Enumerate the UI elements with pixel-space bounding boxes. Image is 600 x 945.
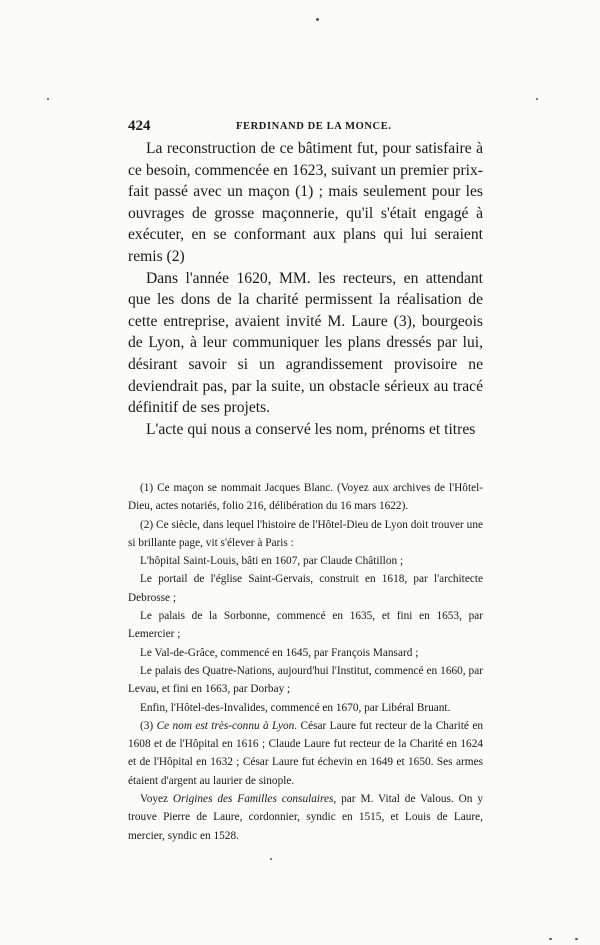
footnote-item: Le Val-de-Grâce, commencé en 1645, par François Mansard ;: [140, 646, 419, 659]
paper-speck: [270, 858, 272, 860]
footnote-2: (2) Ce siècle, dans lequel l'histoire de l'Hôtel-Dieu de Lyon doit trouver une si brillante page, vit s'élever à Paris :: [128, 518, 483, 549]
footnote-item: Le palais de la Sorbonne, commencé en 1635, et fini en 1653, par Lemercier ;: [128, 610, 483, 641]
footnote-item: Le palais des Quatre-Nations, aujourd'hui l'Institut, commencé en 1660, par Levau, et fini en 1663, par Dorbay ;: [128, 664, 483, 696]
main-text: [128, 138, 483, 440]
page-header: [128, 118, 483, 138]
paper-speck: [575, 938, 578, 940]
paper-speck: [536, 98, 538, 100]
footnote-3-italic: Ce nom est très-connu à Lyon.: [156, 719, 298, 732]
footnote-3-text: César Laure fut recteur de la Charité en 1608 et de l'Hôpital en 1616 ; Claude Laure fut recteur de la Charité en 1624 et de l'Hôpital en 1632 ; César Laure fut échevin en 1649 et 1650. Ses armes étaient d'argent au laurier de sinople.: [128, 719, 483, 787]
reference-title: Origines des Familles consulaires: [172, 793, 334, 806]
paper-speck: [549, 938, 552, 940]
paragraph: L'acte qui nous a conservé les nom, prénoms et titres: [146, 420, 476, 438]
running-title: FERDINAND DE LA MONCE.: [236, 121, 392, 132]
page-number: 424: [128, 118, 151, 134]
footnote-item: Enfin, l'Hôtel-des-Invalides, commencé en 1670, par Libéral Bruant.: [140, 701, 451, 714]
reference-lead: Voyez: [140, 793, 173, 806]
paper-speck: [47, 98, 49, 100]
paragraph: Dans l'année 1620, MM. les recteurs, en attendant que les dons de la charité permissent la réalisation de cette entreprise, avaient invité M. Laure (3), bourgeois de Lyon, à leur communiquer les plans dressés par lui, désirant savoir si un agrandissement provisoire ne deviendrait pas, par la suite, un obstacle sérieux au tracé définitif de ses projets.: [128, 269, 483, 417]
reference-text: , par M. Vital de Valous. On y trouve Pierre de Laure, cordonnier, syndic en 1515, et Louis de Laure, mercier, syndic en 1528.: [128, 793, 483, 842]
footnote-item: L'hôpital Saint-Louis, bâti en 1607, par Claude Châtillon ;: [140, 555, 404, 568]
paper-speck: [316, 18, 319, 21]
footnote-1: (1) Ce maçon se nommait Jacques Blanc. (Voyez aux archives de l'Hôtel-Dieu, actes notariés, folio 216, délibération du 16 mars 1622).: [128, 482, 483, 513]
footnote-3-reference: [128, 790, 483, 845]
footnote-item: Le portail de l'église Saint-Gervais, construit en 1618, par l'architecte Debrosse ;: [128, 573, 483, 604]
paragraph: La reconstruction de ce bâtiment fut, pour satisfaire à ce besoin, commencée en 1623, suivant un premier prix-fait passé avec un maçon (1) ; mais seulement pour les ouvrages de grosse maçonnerie, qu'il s'était engagé à exécuter, en se conformant aux plans qui lui seraient remis (2): [128, 140, 483, 265]
footnotes: [128, 479, 483, 845]
footnote-3: [128, 717, 483, 790]
footnote-3-number: (3): [140, 719, 157, 732]
